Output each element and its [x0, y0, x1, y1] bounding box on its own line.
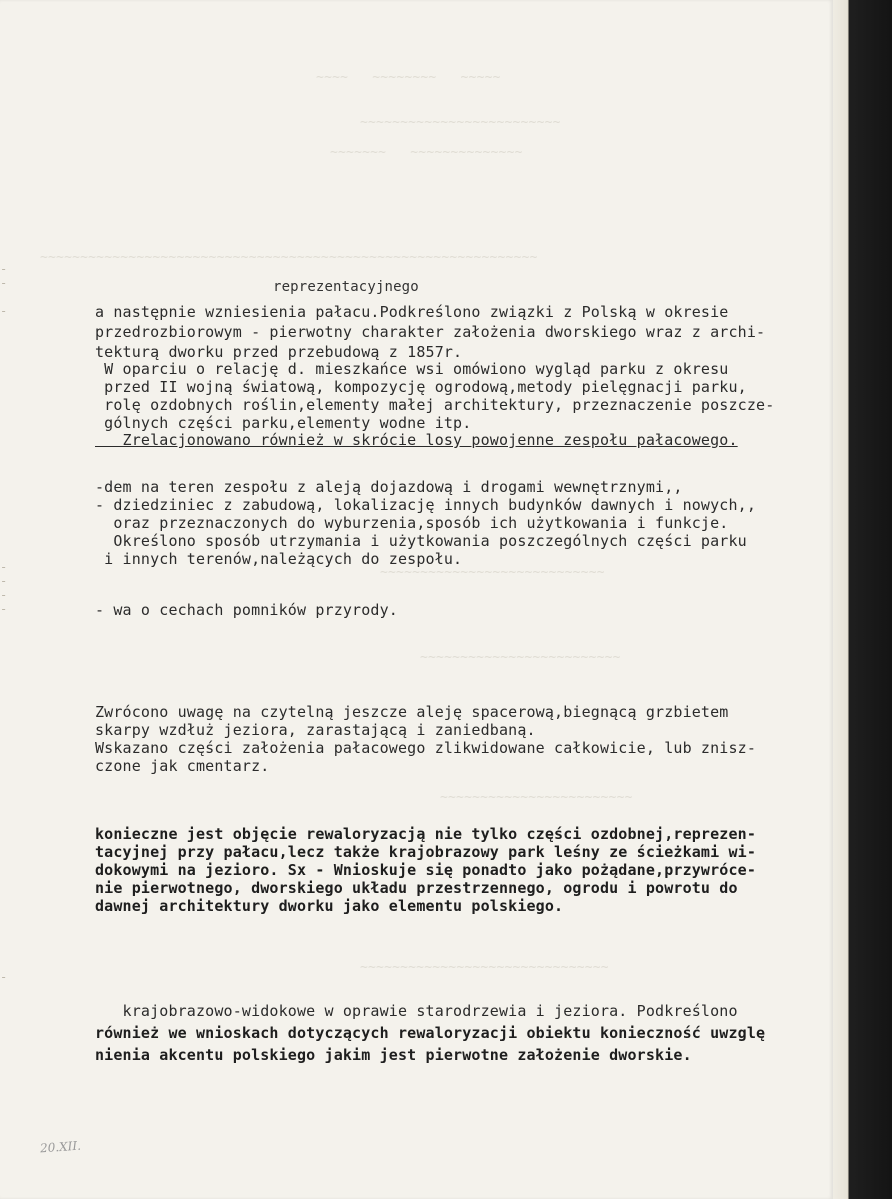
text-line: konieczne jest objęcie rewaloryzacją nie tylko części ozdobnej,reprezen- — [95, 825, 757, 843]
bleed-through-text: ~~~~~~~~~~~~~~~~~~~~~~~~~~~~ — [380, 565, 605, 580]
bleed-through-text: ~~~~~~~ ~~~~~~~~~~~~~~ — [330, 145, 523, 160]
bleed-through-text: ~~~~ ~~~~~~~~ ~~~~~ — [300, 70, 501, 85]
text-line: Zrelacjonowano również w skrócie losy powojenne zespołu pałacowego. — [95, 431, 738, 449]
text-line: skarpy wzdłuż jeziora, zarastającą i zaniedbaną. — [95, 721, 536, 739]
section-title: reprezentacyjnego — [273, 279, 419, 295]
margin-marks: - - - — [0, 262, 8, 318]
bleed-through-text: ~~~~~~~~~~~~~~~~~~~~~~~~~ — [420, 650, 621, 665]
text-line: gólnych części parku,elementy wodne itp. — [95, 414, 472, 432]
text-line: dawnej architektury dworku jako elementu polskiego. — [95, 897, 564, 915]
margin-marks: - - - - — [0, 560, 8, 616]
scan-edge — [833, 0, 892, 1199]
text-line: a następnie wzniesienia pałacu.Podkreślono związki z Polską w okresie — [95, 303, 729, 321]
bleed-through-text: ~~~~~~~~~~~~~~~~~~~~~~~~~ — [360, 115, 561, 130]
text-line: przedrozbiorowym - pierwotny charakter założenia dworskiego wraz z archi- — [95, 323, 766, 341]
bleed-through-text: ~~~~~~~~~~~~~~~~~~~~~~~~ — [440, 790, 633, 805]
text-line: i innych terenów,należących do zespołu. — [95, 550, 463, 568]
text-line: Zwrócono uwagę na czytelną jeszcze aleję spacerową,biegnącą grzbietem — [95, 703, 729, 721]
text-line: nie pierwotnego, dworskiego układu przestrzennego, ogrodu i powrotu do — [95, 879, 738, 897]
text-line: - dziedziniec z zabudową, lokalizację innych budynków dawnych i nowych,, — [95, 496, 757, 514]
text-line: tekturą dworku przed przebudową z 1857r. — [95, 343, 463, 361]
text-line: rolę ozdobnych roślin,elementy małej architektury, przeznaczenie poszcze- — [95, 396, 775, 414]
text-line: dokowymi na jezioro. Sx - Wnioskuje się ponadto jako pożądane,przywróce- — [95, 861, 757, 879]
text-line: również we wnioskach dotyczących rewaloryzacji obiektu konieczność uwzglę — [95, 1024, 766, 1042]
margin-marks: - — [0, 970, 8, 984]
text-line: krajobrazowo-widokowe w oprawie starodrzewia i jeziora. Podkreślono — [95, 1002, 738, 1020]
text-line: Określono sposób utrzymania i użytkowania poszczególnych części parku — [95, 532, 747, 550]
handwritten-note: 20.XII. — [39, 1138, 82, 1156]
text-line: -dem na teren zespołu z aleją dojazdową i drogami wewnętrznymi,, — [95, 478, 683, 496]
text-line: czone jak cmentarz. — [95, 757, 270, 775]
text-line: W oparciu o relację d. mieszkańce wsi omówiono wygląd parku z okresu — [95, 360, 729, 378]
text-line: przed II wojną światową, kompozycję ogrodową,metody pielęgnacji parku, — [95, 378, 747, 396]
text-line: oraz przeznaczonych do wyburzenia,sposób ich użytkowania i funkcje. — [95, 514, 729, 532]
text-line: nienia akcentu polskiego jakim jest pierwotne założenie dworskie. — [95, 1046, 692, 1064]
bleed-through-text: ~~~~~~~~~~~~~~~~~~~~~~~~~~~~~~~~~~~~~~~~~~~~~~~~~~~~~~~~~~~~~~ — [40, 250, 538, 265]
text-line: Wskazano części założenia pałacowego zlikwidowane całkowicie, lub znisz- — [95, 739, 757, 757]
text-line: tacyjnej przy pałacu,lecz także krajobrazowy park leśny ze ścieżkami wi- — [95, 843, 757, 861]
text-line: - wa o cechach pomników przyrody. — [95, 601, 398, 619]
bleed-through-text: ~~~~~~~~~~~~~~~~~~~~~~~~~~~~~~~ — [360, 960, 609, 975]
